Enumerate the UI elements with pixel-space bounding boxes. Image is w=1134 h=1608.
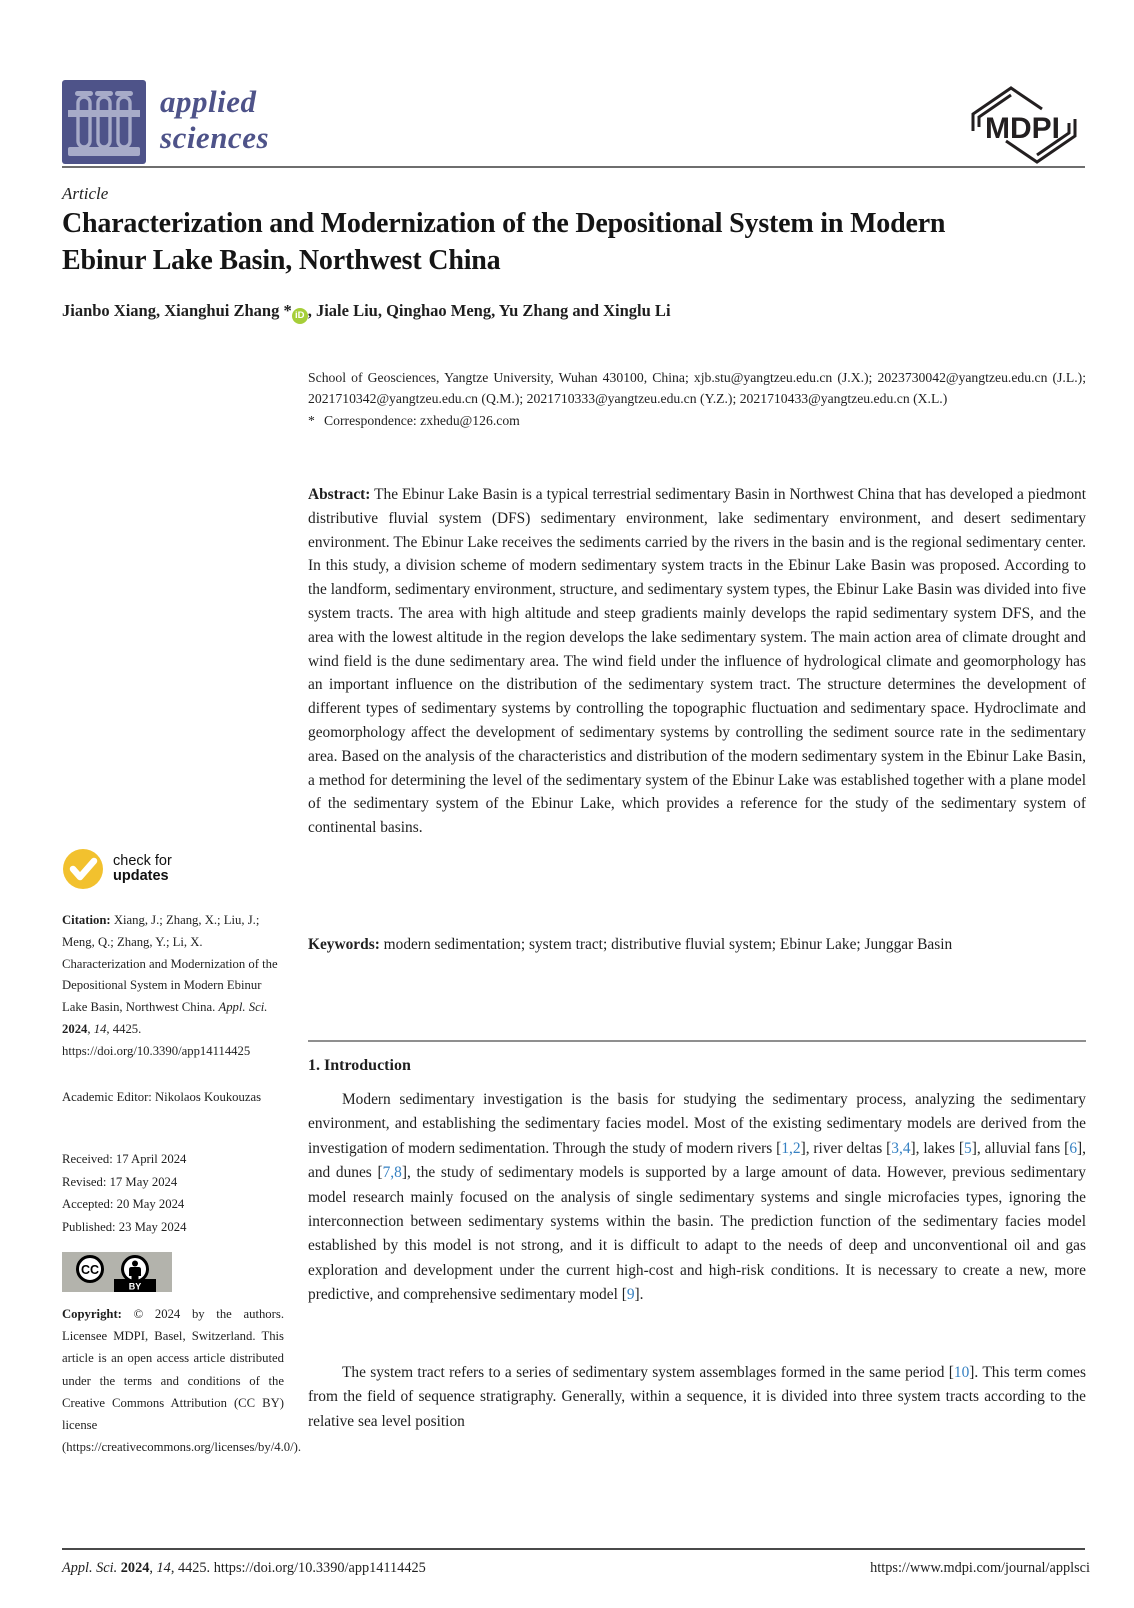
page-title: Characterization and Modernization of the Depositional System in Modern Ebinur Lake Basin, Northwest China <box>62 208 946 276</box>
citation-ref-3-4[interactable]: 3,4 <box>891 1139 911 1157</box>
check-circle-icon <box>62 848 104 890</box>
received-date: Received: 17 April 2024 <box>62 1152 187 1166</box>
keywords-text: modern sedimentation; system tract; distributive fluvial system; Ebinur Lake; Junggar Basin <box>379 936 953 953</box>
citation-doi: , 4425. https://doi.org/10.3390/app14114425 <box>62 1021 251 1058</box>
copyright-block <box>62 1303 302 1458</box>
authors-before-orcid: Jianbo Xiang, Xianghui Zhang * <box>62 301 292 320</box>
paragraph-text: Modern sedimentary investigation is the basis for studying the sedimentary process, analyzing the sedimentary environment, and establishing the sedimentary facies model. Most of the existing sedimentary models are derived from the investigation of modern sedimentation. Through the study of modern rivers [ <box>308 1091 1086 1157</box>
published-date: Published: 23 May 2024 <box>62 1220 187 1235</box>
accepted-date: Accepted: 20 May 2024 <box>62 1197 185 1212</box>
footer-journal-url: https://www.mdpi.com/journal/applsci <box>870 1560 1090 1576</box>
footer-doi: , 4425. https://doi.org/10.3390/app14114425 <box>170 1560 426 1576</box>
header-divider <box>62 166 1085 168</box>
journal-name-line1: applied <box>160 84 257 119</box>
svg-text:BY: BY <box>128 1281 142 1292</box>
keywords-divider <box>308 1040 1086 1042</box>
abstract-text: The Ebinur Lake Basin is a typical terrestrial sedimentary Basin in Northwest China that has developed a piedmont distributive fluvial system (DFS) sedimentary environment, lake sedimentary environment, and desert sedimentary environment. The Ebinur Lake receives the sediments carried by the rivers in the basin and is the regional sedimentary center. In this study, a division scheme of modern sedimentary system tracts in the Ebinur Lake Basin was proposed. According to the landform, sedimentary environment, structure, and sedimentary system types, the Ebinur Lake Basin was divided into five system tracts. The area with high altitude and steep gradients mainly develops the rapid sedimentary system DFS, and the area with the lowest altitude in the region develops the lake sedimentary system. The main action area of climate drought and wind field is the dune sedimentary area. The wind field under the influence of hydrological climate and geomorphology has an important influence on the distribution of the sedimentary system tract. The structure determines the development of different types of sedimentary systems by controlling the topographic fluctuation and sedimentary space. Hydroclimate and geomorphology affect the development of sedimentary systems by controlling the sediment source rate in the sedimentary area. Based on the analysis of the characteristics and distribution of the modern sedimentary system in the Ebinur Lake Basin, a method for determining the level of the sedimentary system of the Ebinur Lake was established together with a plane model of the sedimentary system of the Ebinur Lake, which provides a reference for the study of the sedimentary system of continental basins. <box>308 486 1086 837</box>
abstract-section <box>308 483 1086 840</box>
affiliation-text: School of Geosciences, Yangtze University, Wuhan 430100, China; xjb.stu@yangtzeu.edu.cn (J.X.); 2023730042@yangtzeu.edu.cn (J.L.); 2021710342@yangtzeu.edu.cn (Q.M.); 2021710333@yangtzeu.edu.cn (Y.Z.); 2021710433@yangtzeu.edu.cn (X.L.) <box>308 370 1086 406</box>
citation-ref-7-8[interactable]: 7,8 <box>382 1164 402 1182</box>
paragraph-text: The system tract refers to a series of sedimentary system assemblages formed in the same period [ <box>342 1364 954 1381</box>
introduction-paragraph-1 <box>308 1088 1086 1308</box>
citation-label: Citation: <box>62 913 111 927</box>
svg-text:MDPI: MDPI <box>985 112 1060 145</box>
check-for-updates-badge[interactable] <box>62 848 284 890</box>
cc-by-license-badge[interactable] <box>62 1252 284 1300</box>
orcid-icon[interactable]: iD <box>292 308 308 324</box>
author-list <box>62 301 1062 324</box>
citation-ref-6[interactable]: 6 <box>1069 1139 1078 1157</box>
journal-name-line2: sciences <box>160 120 270 155</box>
mdpi-logo-icon <box>958 84 1090 166</box>
keywords-section <box>308 933 1086 957</box>
correspondence-marker: * <box>308 412 315 428</box>
article-type-label: Article <box>62 184 109 203</box>
citation-volume: 14 <box>93 1021 107 1036</box>
paragraph-text: ]. This term comes from the field of sequence stratigraphy. Generally, within a sequence, it is divided into three system tracts according to the relative sea level position <box>308 1364 1086 1430</box>
citation-ref-9[interactable]: 9 <box>626 1286 635 1304</box>
authors-after-orcid: , Jiale Liu, Qinghao Meng, Yu Zhang and Xinglu Li <box>307 301 671 320</box>
keywords-label: Keywords: <box>308 936 380 953</box>
copyright-text: © 2024 by the authors. Licensee MDPI, Basel, Switzerland. This article is an open access article distributed under the terms and conditions of the Creative Commons Attribution (CC BY) license (https://creativecommons.org/licenses/by/4.0/). <box>62 1307 302 1455</box>
paragraph-text: ], river deltas [ <box>800 1139 892 1157</box>
section-heading-introduction: 1. Introduction <box>308 1057 411 1074</box>
citation-ref-1-2[interactable]: 1,2 <box>781 1139 801 1157</box>
abstract-label: Abstract: <box>308 486 371 503</box>
paragraph-text: ], lakes [ <box>910 1139 965 1157</box>
svg-text:CC: CC <box>80 1263 100 1277</box>
journal-name <box>160 84 269 156</box>
correspondence-text: Correspondence: zxhedu@126.com <box>324 412 520 428</box>
footer-divider <box>62 1548 1085 1550</box>
academic-editor: Academic Editor: Nikolaos Koukouzas <box>62 1090 262 1104</box>
citation-ref-5[interactable]: 5 <box>964 1139 972 1157</box>
footer-citation: Appl. Sci. 2024, 14, 4425. https://doi.org/10.3390/app14114425 <box>62 1560 426 1576</box>
applied-sciences-logo-icon <box>62 80 146 164</box>
affiliation-block <box>308 368 1086 431</box>
paragraph-text: ], the study of sedimentary models is supported by a large amount of data. However, previous sedimentary model research mainly focused on the analysis of single sedimentary systems and single microfacies types, ignoring the interconnection between sedimentary systems within the basin. The prediction function of the sedimentary facies model established by this model is not strong, and it is difficult to adapt to the needs of deep and unconventional oil and gas exploration and development under the current high-cost and high-risk conditions. It is necessary to create a new, more predictive, and comprehensive sedimentary model [ <box>308 1164 1086 1304</box>
paragraph-text: ], and dunes [ <box>308 1139 1086 1182</box>
citation-ref-10[interactable]: 10 <box>953 1364 970 1381</box>
citation-block: Citation: Xiang, J.; Zhang, X.; Liu, J.; Meng, Q.; Zhang, Y.; Li, X. Characterization and Modernization of the Depositional System in Modern Ebinur Lake Basin, Northwest China. Appl. Sci. 2024, 14, 4425. https://doi.org/10.3390/app14114425 <box>62 913 278 1058</box>
introduction-paragraph-2 <box>308 1361 1086 1434</box>
paragraph-text: ], alluvial fans [ <box>971 1139 1070 1157</box>
article-history <box>62 1148 284 1239</box>
revised-date: Revised: 17 May 2024 <box>62 1174 178 1189</box>
paragraph-text: ]. <box>634 1286 644 1304</box>
copyright-label: Copyright: <box>62 1307 122 1321</box>
check-for-updates-label: check for updates <box>113 852 172 884</box>
citation-year: 2024 <box>62 1021 88 1036</box>
correspondence-line <box>308 411 1086 432</box>
journal-abbrev: Appl. Sci. <box>218 1000 268 1015</box>
